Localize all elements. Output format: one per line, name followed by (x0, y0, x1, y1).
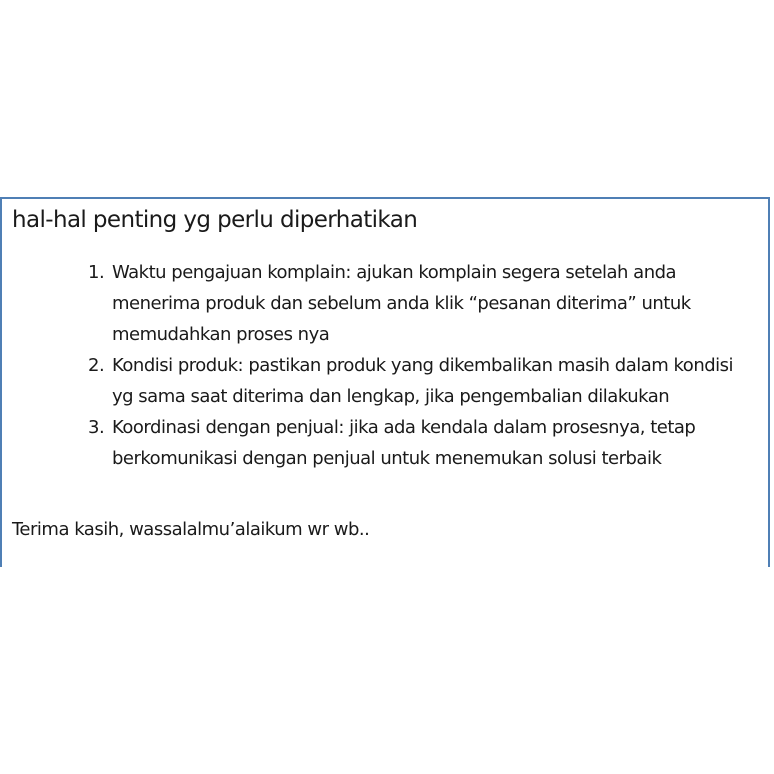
list-item-text: Koordinasi dengan penjual: jika ada kendala dalam prosesnya, tetap berkomunikasi dengan penjual untuk menemukan solusi terbaik (112, 417, 696, 469)
text-box (0, 197, 770, 567)
numbered-list (80, 257, 750, 474)
list-item-number: 2. (88, 355, 105, 376)
list-item-text: Waktu pengajuan komplain: ajukan komplain segera setelah anda menerima produk dan sebelum anda klik “pesanan diterima” untuk memudahkan proses nya (112, 262, 691, 345)
list-item-number: 3. (88, 417, 105, 438)
list-item (80, 350, 750, 412)
heading: hal-hal penting yg perlu diperhatikan (12, 207, 418, 233)
list-item (80, 257, 750, 350)
list-item (80, 412, 750, 474)
list-item-number: 1. (88, 262, 105, 283)
list-item-text: Kondisi produk: pastikan produk yang dikembalikan masih dalam kondisi yg sama saat diterima dan lengkap, jika pengembalian dilakukan (112, 355, 734, 407)
closing-text: Terima kasih, wassalalmu’alaikum wr wb.. (12, 519, 370, 540)
